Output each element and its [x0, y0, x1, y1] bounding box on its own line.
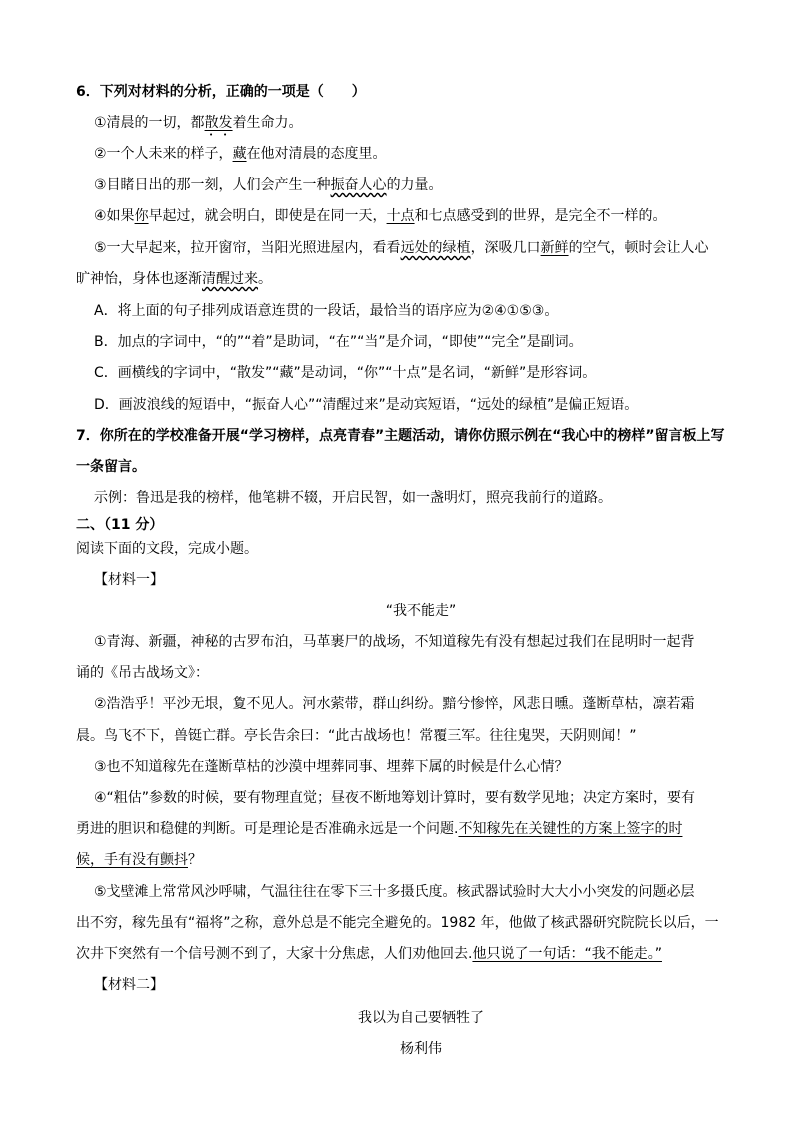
- sentence-5: ⑤一大早起来，拉开窗帘，当阳光照进屋内，看看远处的绿植，深吸几口新鲜的空气，顿时会让人心: [94, 240, 709, 256]
- question-6-title: 6．下列对材料的分析，正确的一项是（ ）: [76, 84, 366, 100]
- option-b: B．加点的字词中，“的”“着”是助词，“在”“当”是介词，“即使”“完全”是副词。: [94, 334, 583, 350]
- paragraph-4-continued: 勇进的胆识和稳健的判断。可是理论是否准确永远是一个问题.不知稼先在关键性的方案上签字的时: [76, 821, 683, 837]
- paragraph-5-end: 次井下突然有一个信号测不到了，大家十分焦虑，人们劝他回去.他只说了一句话：“我不能走。”: [76, 946, 662, 962]
- material-1-title: “我不能走”: [385, 603, 457, 619]
- paragraph-4: ④“粗估”参数的时候，要有物理直觉；昼夜不断地筹划计算时，要有数学见地；决定方案时，要有: [94, 790, 696, 806]
- question-7-line-2: 一条留言。: [76, 459, 146, 475]
- option-a: A．将上面的句子排列成语意连贯的一段话，最恰当的语序应为②④①⑤③。: [94, 303, 559, 319]
- paragraph-5: ⑤戈壁滩上常常风沙呼啸，气温往往在零下三十多摄氏度。核武器试验时大大小小突发的问题必层: [94, 884, 695, 900]
- section-2-heading: 二、（11 分）: [76, 517, 164, 533]
- material-2-label: 【材料二】: [94, 977, 164, 993]
- question-7-line-1: 7．你所在的学校准备开展“学习榜样，点亮青春”主题活动，请你仿照示例在“我心中的榜样”留言板上写: [76, 428, 725, 444]
- paragraph-2: ②浩浩乎！平沙无垠，夐不见人。河水萦带，群山纠纷。黯兮惨悴，风悲日曛。蓬断草枯，凛若霜: [94, 696, 695, 712]
- material-2-author: 杨利伟: [400, 1041, 442, 1057]
- sentence-5-continued: 旷神怡，身体也逐渐清醒过来。: [76, 271, 272, 287]
- section-2-instruction: 阅读下面的文段，完成小题。: [76, 541, 258, 557]
- paragraph-1: ①青海、新疆，神秘的古罗布泊，马革裹尸的战场，不知道稼先有没有想起过我们在昆明时一起背: [94, 634, 695, 650]
- sentence-4: ④如果你早起过，就会明白，即使是在同一天，十点和七点感受到的世界，是完全不一样的。: [94, 208, 667, 224]
- sentence-1: ①清晨的一切，都散发着生命力。: [94, 115, 303, 131]
- material-2-title: 我以为自己要牺牲了: [358, 1010, 484, 1026]
- sentence-2: ②一个人未来的样子，藏在他对清晨的态度里。: [94, 146, 387, 162]
- paragraph-4-end: 候，手有没有颤抖？: [76, 852, 202, 868]
- paragraph-5-continued: 出不穷，稼先虽有“福将”之称，意外总是不能完全避免的。1982 年，他做了核武器研究院院长以后，一: [76, 915, 719, 931]
- option-c: C．画横线的字词中，“散发”“藏”是动词，“你”“十点”是名词，“新鲜”是形容词。: [94, 365, 597, 381]
- paragraph-3: ③也不知道稼先在蓬断草枯的沙漠中埋葬同事、埋葬下属的时候是什么心情？: [94, 759, 569, 775]
- question-7-example: 示例：鲁迅是我的榜样，他笔耕不辍，开启民智，如一盏明灯，照亮我前行的道路。: [94, 490, 612, 506]
- sentence-3: ③目睹日出的那一刻，人们会产生一种振奋人心的力量。: [94, 177, 443, 193]
- paragraph-1-continued: 诵的《吊古战场文》：: [76, 665, 209, 681]
- option-d: D．画波浪线的短语中，“振奋人心”“清醒过来”是动宾短语，“远处的绿植”是偏正短语。: [94, 397, 639, 413]
- paragraph-2-continued: 晨。鸟飞不下，兽铤亡群。亭长告余曰：“此古战场也！常覆三军。往往鬼哭，天阴则闻！”: [76, 728, 637, 744]
- material-1-label: 【材料一】: [94, 572, 164, 588]
